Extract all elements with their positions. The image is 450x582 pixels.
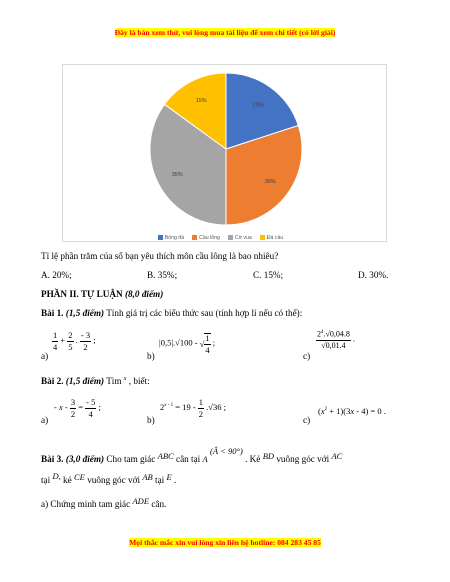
legend-swatch-3 <box>260 235 265 240</box>
bai3-ab: AB <box>142 472 153 482</box>
pie-chart-svg <box>63 65 386 241</box>
bai3-a: A <box>202 454 208 464</box>
bai3-text-6: kẻ <box>63 475 72 485</box>
bai1-heading <box>41 308 302 318</box>
pie-chart <box>62 64 387 242</box>
bai2-text2: , biết: <box>128 376 150 387</box>
bai3-line2 <box>41 471 176 485</box>
bai3-e: E <box>166 472 172 482</box>
hotline-footer: Mọi thắc mắc xin vui lòng xin liên hệ hotline: 084 283 45 85 <box>129 538 321 547</box>
bai2-c-expr: $(x^2 + 1)(3x - 4) = 0$ . <box>318 406 386 416</box>
pie-label-0: 20% <box>252 102 264 109</box>
bai2-var: x <box>123 376 127 382</box>
option-d: D. 30%. <box>358 270 389 280</box>
bai1-c-label: c) <box>303 351 311 361</box>
bai2-label: Bài 2. <box>41 376 64 387</box>
bai3-text-1: Cho tam giác <box>106 454 156 464</box>
legend-label-0: Bóng đá <box>164 234 185 241</box>
bai3-ce: CE <box>74 472 85 482</box>
part2-heading <box>41 289 163 299</box>
pie-label-1: 30% <box>264 179 276 186</box>
bai3-text-9: . <box>174 475 177 485</box>
bai2-text: Tìm <box>106 376 122 387</box>
bai3-label: Bài 3. <box>41 454 64 464</box>
bai3-qa-text: a) Chứng minh tam giác <box>41 499 131 509</box>
bai3-bd: BD <box>262 451 275 461</box>
bai3-line1 <box>41 446 342 464</box>
bai2-a-label: a) <box>41 415 49 425</box>
legend-label-2: Cờ vua <box>234 234 252 241</box>
pie-label-3: 15% <box>195 98 207 105</box>
bai3-abc: ABC <box>157 451 174 461</box>
legend-item-2 <box>228 235 252 241</box>
chart-legend <box>63 227 386 245</box>
option-a: A. 20%; <box>41 270 72 280</box>
option-c: C. 15%; <box>253 270 284 280</box>
bai3-angle: (Â < 90°) <box>210 446 243 456</box>
bai3-text-4: vuông góc với <box>276 454 330 464</box>
bai3-text-7: vuông góc với <box>87 475 141 485</box>
bai1-b-label: b) <box>147 351 155 361</box>
legend-item-0 <box>158 235 184 241</box>
bai1-a-expr: $\frac{1}{4}$ + $\frac{2}{5}$ . $\frac{- 3}{2}$ ; <box>53 330 96 352</box>
bai3-d: D, <box>52 471 61 481</box>
bai3-text-3: . Kẻ <box>245 454 261 464</box>
option-b: B. 35%; <box>147 270 178 280</box>
bai3-ac: AC <box>331 451 343 461</box>
bai1-text: Tính giá trị các biểu thức sau (tính hợp lí nếu có thể): <box>106 308 303 318</box>
bai3-ade: ADE <box>132 496 150 506</box>
bai3-text-8: tại <box>155 475 165 485</box>
bai2-b-label: b) <box>147 415 155 425</box>
bai3-qa-end: cân. <box>151 499 167 509</box>
bai1-label: Bài 1. <box>41 308 64 318</box>
legend-item-1 <box>192 235 220 241</box>
bai1-b-expr: |0,5|.√100 - √ $\frac{1}{4}$ ; <box>159 333 216 355</box>
bai2-b-expr: $2^{x - 1} = 19$ - $\frac{1}{2}$ .√36 ; <box>160 397 226 419</box>
bai3-question-a <box>41 496 166 509</box>
legend-swatch-1 <box>192 235 197 240</box>
bai2-points: (1,5 điểm) <box>65 376 105 387</box>
bai3-points: (3,0 điểm) <box>65 454 105 464</box>
bai3-text-2: cân tại <box>176 454 201 464</box>
question-text: Tỉ lệ phần trăm của số bạn yêu thích môn cầu lông là bao nhiêu? <box>41 251 279 261</box>
bai2-heading <box>41 376 150 386</box>
legend-label-3: Đá cầu <box>266 234 284 241</box>
bai2-a-expr: - x - $\frac{3}{2}$ = $\frac{- 5}{4}$ ; <box>54 397 101 419</box>
legend-item-3 <box>260 235 283 241</box>
bai1-c-expr: $\frac{2^4.√0,04.8}{√0,01.4}$ . <box>317 329 355 350</box>
pie-label-2: 35% <box>171 171 183 178</box>
bai1-points: (1,5 điểm) <box>65 308 105 318</box>
bai1-a-label: a) <box>41 351 49 361</box>
legend-label-1: Cầu lông <box>199 234 220 241</box>
bai3-text-5: tại <box>41 475 51 485</box>
preview-notice: Đây là bản xem thử, vui lòng mua tài liệu để xem chi tiết (có lời giải) <box>114 28 336 37</box>
part2-title: PHẦN II. TỰ LUẬN <box>41 289 123 299</box>
legend-swatch-2 <box>228 235 233 240</box>
legend-swatch-0 <box>158 235 163 240</box>
part2-points: (8,0 điểm) <box>124 289 164 299</box>
bai2-c-label: c) <box>303 415 311 425</box>
